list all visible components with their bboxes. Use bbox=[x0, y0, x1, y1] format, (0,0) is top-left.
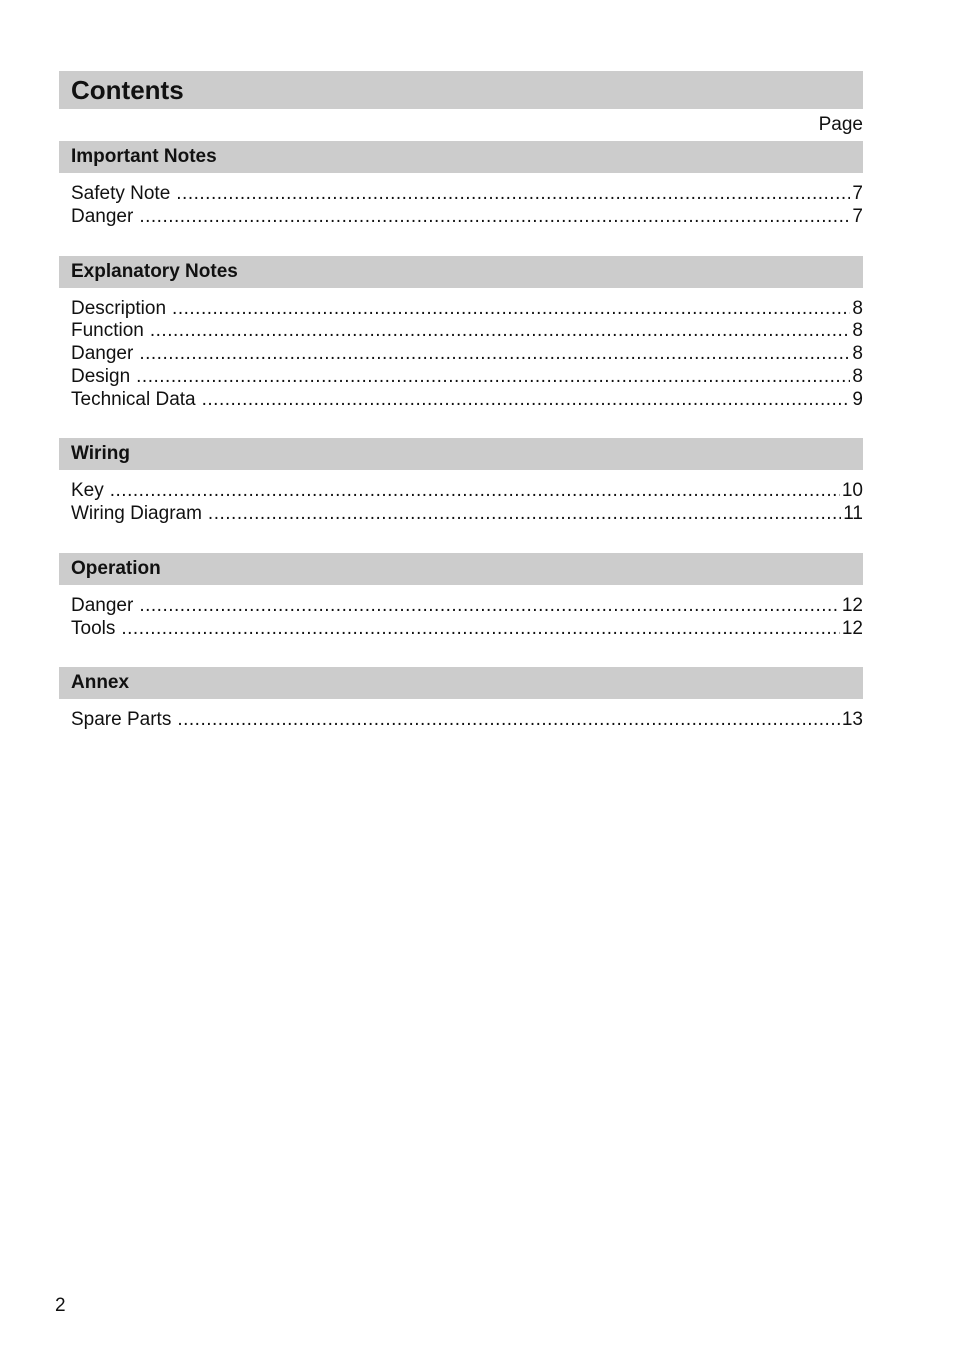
toc-section bbox=[59, 256, 863, 412]
page-column-label: Page bbox=[818, 114, 863, 135]
toc-section bbox=[59, 553, 863, 641]
toc-entry[interactable] bbox=[71, 503, 863, 526]
entry-label: Tools bbox=[71, 617, 116, 639]
dot-leader bbox=[110, 480, 840, 503]
toc-entry[interactable] bbox=[71, 618, 863, 641]
dot-leader bbox=[202, 389, 851, 412]
toc-entry[interactable] bbox=[71, 298, 863, 321]
section-entries bbox=[59, 709, 863, 732]
entry-page: 10 bbox=[841, 480, 863, 502]
dot-leader bbox=[176, 183, 850, 206]
dot-leader bbox=[139, 595, 840, 618]
entry-page: 8 bbox=[852, 320, 863, 342]
entry-label: Function bbox=[71, 320, 144, 342]
entry-label: Technical Data bbox=[71, 388, 196, 410]
toc-entry[interactable] bbox=[71, 389, 863, 412]
entry-page: 12 bbox=[841, 594, 863, 616]
dot-leader bbox=[150, 320, 851, 343]
entry-label: Wiring Diagram bbox=[71, 503, 202, 524]
dot-leader bbox=[208, 503, 841, 526]
toc-entry[interactable] bbox=[71, 595, 863, 618]
section-heading: Important Notes bbox=[59, 141, 863, 173]
dot-leader bbox=[177, 709, 840, 732]
entry-page: 7 bbox=[852, 205, 863, 227]
entry-label: Danger bbox=[71, 343, 134, 364]
section-entries bbox=[59, 595, 863, 641]
dot-leader bbox=[139, 343, 850, 366]
entry-page: 7 bbox=[852, 183, 863, 204]
toc-entry[interactable] bbox=[71, 366, 863, 389]
page-title: Contents bbox=[71, 75, 184, 105]
entry-label: Spare Parts bbox=[71, 709, 172, 731]
section-heading: Explanatory Notes bbox=[59, 256, 863, 288]
toc-entry[interactable] bbox=[71, 480, 863, 503]
section-heading: Wiring bbox=[59, 438, 863, 470]
toc-entry[interactable] bbox=[71, 320, 863, 343]
page-number: 2 bbox=[55, 1295, 66, 1316]
entry-label: Danger bbox=[71, 205, 134, 227]
toc-section bbox=[59, 438, 863, 526]
entry-label: Safety Note bbox=[71, 183, 171, 204]
toc-entry[interactable] bbox=[71, 206, 863, 229]
entry-label: Key bbox=[71, 480, 104, 502]
dot-leader bbox=[172, 298, 850, 321]
contents-title-bar bbox=[59, 71, 863, 109]
toc-section bbox=[59, 667, 863, 732]
toc-entry[interactable] bbox=[71, 183, 863, 206]
entry-page: 9 bbox=[852, 388, 863, 410]
dot-leader bbox=[139, 206, 850, 229]
dot-leader bbox=[136, 366, 850, 389]
toc-entry[interactable] bbox=[71, 343, 863, 366]
entry-page: 8 bbox=[852, 297, 863, 319]
dot-leader bbox=[121, 618, 840, 641]
entry-label: Design bbox=[71, 365, 131, 387]
section-entries bbox=[59, 480, 863, 526]
section-entries bbox=[59, 183, 863, 229]
section-heading: Annex bbox=[59, 667, 863, 699]
entry-label: Description bbox=[71, 297, 167, 319]
entry-page: 12 bbox=[841, 617, 863, 639]
entry-page: 13 bbox=[841, 709, 863, 731]
table-of-contents bbox=[59, 71, 863, 759]
toc-entry[interactable] bbox=[71, 709, 863, 732]
entry-page: 11 bbox=[843, 503, 863, 524]
section-entries bbox=[59, 298, 863, 412]
section-heading: Operation bbox=[59, 553, 863, 585]
entry-page: 8 bbox=[852, 365, 863, 387]
entry-page: 8 bbox=[852, 343, 863, 364]
entry-label: Danger bbox=[71, 594, 134, 616]
toc-section bbox=[59, 141, 863, 229]
